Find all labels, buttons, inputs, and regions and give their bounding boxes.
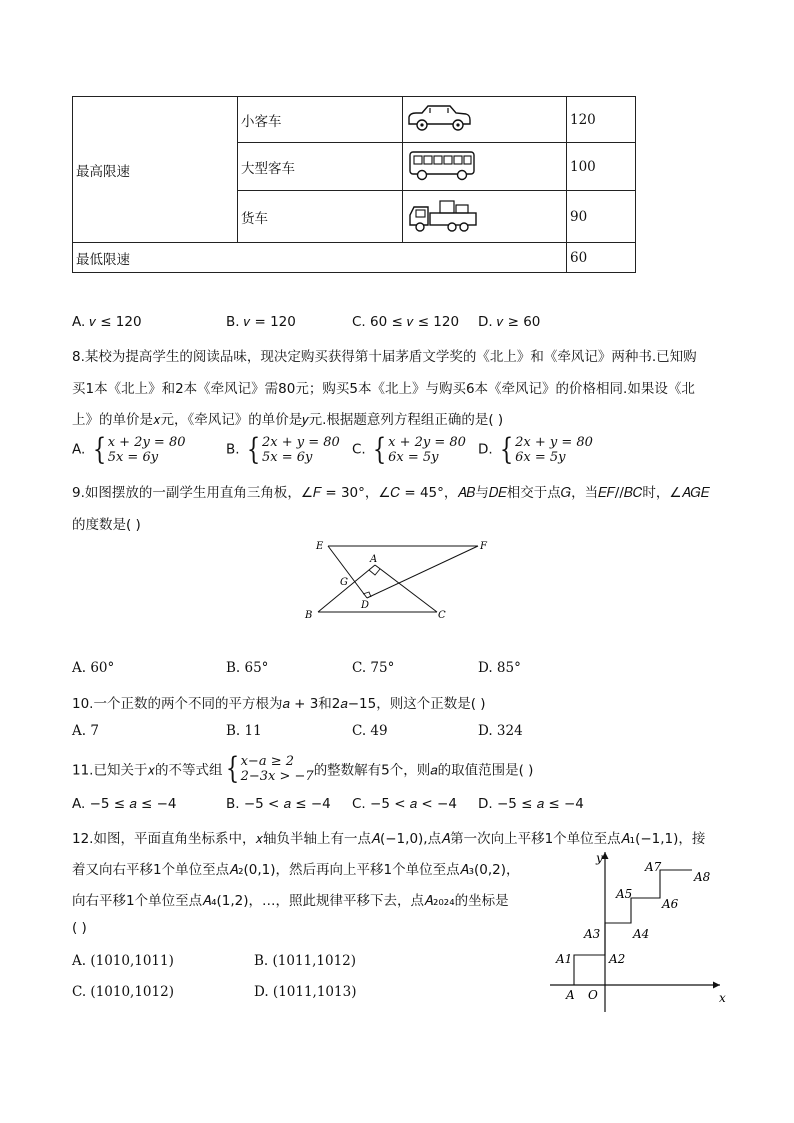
- q12-question-line: 12.如图，平面直角坐标系中，𝑥轴负半轴上有一点𝐴(−1,0),点𝐴第一次向上平移1个单位至点𝐴₁(−1,1)，接: [72, 831, 706, 847]
- vehicle-icon-cell: [403, 97, 567, 143]
- q8-option-b[interactable]: [226, 432, 340, 467]
- q9-option-a[interactable]: A. 60°: [72, 660, 115, 676]
- equation: 5𝑥 = 6𝑦: [261, 449, 313, 465]
- min-speed-value: 60: [567, 243, 636, 273]
- q9-question-line: 的度数是( ): [72, 517, 141, 533]
- q11-option-c[interactable]: C. −5 < 𝑎 < −4: [352, 796, 457, 812]
- label-y: y: [596, 851, 603, 865]
- q9-option-d[interactable]: D. 85°: [478, 660, 521, 676]
- q11-prefix: 11.已知关于𝑥的不等式组: [72, 762, 223, 779]
- equation: 6𝑥 = 5𝑦: [388, 449, 439, 465]
- q8-question-line: 买1本《北上》和2本《牵风记》需80元；购买5本《北上》与购买6本《牵风记》的价格相同.如果设《北: [72, 381, 695, 397]
- q11-question-line: [72, 751, 533, 786]
- min-speed-label: 最低限速: [73, 243, 567, 273]
- q8-option-d[interactable]: [478, 432, 593, 467]
- q11-suffix: 的整数解有5个，则𝑎的取值范围是( ): [313, 762, 534, 779]
- equation: 6𝑥 = 5𝑦: [515, 449, 566, 465]
- q12-option-d[interactable]: D. (1011,1013): [254, 984, 357, 1000]
- q7-option-a[interactable]: A. 𝑣 ≤ 120: [72, 314, 142, 330]
- vehicle-icon-cell: [403, 143, 567, 191]
- speed-value: 100: [567, 143, 636, 191]
- label-o: O: [588, 988, 598, 1002]
- truck-icon: [406, 195, 480, 235]
- q10-question-line: 10.一个正数的两个不同的平方根为𝑎 + 3和2𝑎−15，则这个正数是( ): [72, 696, 486, 712]
- label-a1: A1: [556, 952, 573, 966]
- q12-question-line: 向右平移1个单位至点𝐴₄(1,2)，…，照此规律平移下去，点𝐴₂₀₂₄的坐标是: [72, 893, 509, 909]
- max-speed-label: 最高限速: [73, 97, 238, 243]
- triangle-figure: [300, 534, 500, 626]
- segment-ed: [328, 546, 367, 598]
- q8-question-line: 8.某校为提高学生的阅读品味，现决定购买获得第十届茅盾文学奖的《北上》和《牵风记》两种书.已知购: [72, 349, 697, 365]
- q8-option-a[interactable]: [72, 432, 186, 467]
- vehicle-name: 小客车: [238, 97, 403, 143]
- q7-option-d[interactable]: D. 𝑣 ≥ 60: [478, 314, 541, 330]
- inequality: 2−3𝑥 > −7: [240, 768, 314, 784]
- label-c: C: [438, 610, 446, 621]
- q12-option-b[interactable]: B. (1011,1012): [254, 953, 357, 969]
- label-f: F: [480, 541, 487, 552]
- vehicle-icon-cell: [403, 191, 567, 243]
- option-letter: D.: [478, 441, 493, 458]
- label-a: A: [566, 988, 575, 1002]
- equation: 𝑥 + 2𝑦 = 80: [107, 434, 186, 450]
- equation: 5𝑥 = 6𝑦: [107, 449, 159, 465]
- q9-option-c[interactable]: C. 75°: [352, 660, 395, 676]
- speed-value: 90: [567, 191, 636, 243]
- coordinate-figure: [544, 846, 734, 1016]
- label-a2: A2: [609, 952, 626, 966]
- option-letter: C.: [352, 441, 366, 458]
- inequality: 𝑥−𝑎 ≥ 2: [240, 753, 294, 769]
- q9-question-line: 9.如图摆放的一副学生用直角三角板，∠𝐹 = 30°，∠𝐶 = 45°，𝐴𝐵与𝐷𝐸相交于点𝐺，当𝐸𝐹//𝐵𝐶时，∠𝐴𝐺𝐸: [72, 485, 710, 501]
- q11-option-a[interactable]: A. −5 ≤ 𝑎 ≤ −4: [72, 796, 177, 812]
- label-g: G: [340, 577, 348, 588]
- q7-option-b[interactable]: B. 𝑣 = 120: [226, 314, 296, 330]
- right-angle-mark-a: [369, 569, 380, 575]
- segment-ac: [375, 565, 437, 612]
- brace-icon: {: [372, 432, 387, 467]
- brace-icon: {: [225, 751, 239, 786]
- label-a4: A4: [633, 927, 650, 941]
- label-b: B: [305, 610, 313, 621]
- label-e: E: [316, 541, 324, 552]
- equation: 2𝑥 + 𝑦 = 80: [515, 434, 593, 450]
- label-d: D: [361, 600, 370, 611]
- label-a: A: [370, 554, 378, 565]
- brace-icon: {: [92, 432, 106, 467]
- q11-option-d[interactable]: D. −5 ≤ 𝑎 ≤ −4: [478, 796, 584, 812]
- brace-icon: {: [499, 432, 514, 467]
- q8-option-c[interactable]: [352, 432, 466, 467]
- q10-option-b[interactable]: B. 11: [226, 723, 262, 739]
- vehicle-name: 大型客车: [238, 143, 403, 191]
- q10-option-c[interactable]: C. 49: [352, 723, 388, 739]
- label-a5: A5: [616, 887, 633, 901]
- equation: 𝑥 + 2𝑦 = 80: [388, 434, 466, 450]
- q11-option-b[interactable]: B. −5 < 𝑎 ≤ −4: [226, 796, 331, 812]
- speed-limit-table: [72, 96, 636, 273]
- q12-option-c[interactable]: C. (1010,1012): [72, 984, 174, 1000]
- q12-question-line: ( ): [72, 920, 87, 936]
- speed-value: 120: [567, 97, 636, 143]
- label-a7: A7: [645, 860, 662, 874]
- label-a8: A8: [694, 870, 711, 884]
- label-a6: A6: [662, 897, 679, 911]
- option-letter: B.: [226, 441, 240, 458]
- label-a3: A3: [584, 927, 601, 941]
- label-x: x: [719, 991, 726, 1005]
- option-letter: A.: [72, 441, 86, 458]
- q7-option-c[interactable]: C. 60 ≤ 𝑣 ≤ 120: [352, 314, 460, 330]
- brace-icon: {: [246, 432, 261, 467]
- q10-option-d[interactable]: D. 324: [478, 723, 523, 739]
- q9-option-b[interactable]: B. 65°: [226, 660, 269, 676]
- q12-question-line: 着又向右平移1个单位至点𝐴₂(0,1)，然后再向上平移1个单位至点𝐴₃(0,2)，: [72, 862, 520, 878]
- car-icon: [406, 102, 472, 134]
- q12-option-a[interactable]: A. (1010,1011): [72, 953, 174, 969]
- vehicle-name: 货车: [238, 191, 403, 243]
- equation: 2𝑥 + 𝑦 = 80: [261, 434, 340, 450]
- bus-icon: [406, 148, 478, 182]
- q10-option-a[interactable]: A. 7: [72, 723, 99, 739]
- q8-question-line: 上》的单价是𝑥元，《牵风记》的单价是𝑦元.根据题意列方程组正确的是( ): [72, 412, 504, 428]
